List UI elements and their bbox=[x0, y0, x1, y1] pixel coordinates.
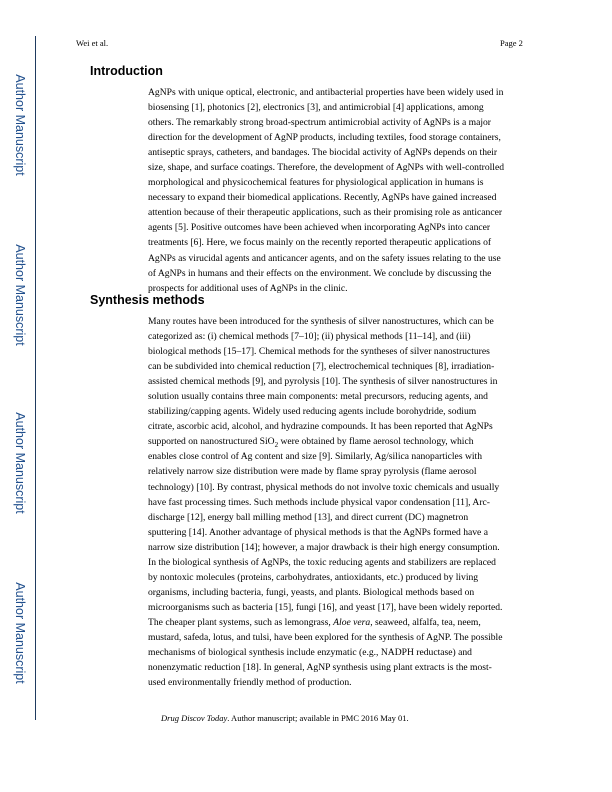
text-line: stabilizing/capping agents. Widely used reducing agents include borohydride, sodium bbox=[148, 406, 477, 418]
text-line: mechanisms of biological synthesis include enzymatic (e.g., NADPH reductase) and bbox=[148, 647, 472, 659]
text-line: supported on nanostructured SiO$_2$ were obtained by flame aerosol technology, which bbox=[148, 436, 474, 450]
text-line: enables close control of Ag content and size [9]. Similarly, Ag/silica nanoparticles with bbox=[148, 451, 483, 463]
text-line: agents [5]. Positive outcomes have been achieved when incorporating AgNPs into cancer bbox=[148, 222, 491, 234]
section-heading-introduction: Introduction bbox=[90, 64, 163, 78]
running-head-authors: Wei et al. bbox=[76, 38, 109, 48]
synthesis-methods-paragraph bbox=[148, 314, 528, 690]
author-manuscript-label: Author Manuscript bbox=[13, 74, 27, 176]
text-line: organisms, including bacteria, fungi, yeasts, and plants. Biological methods based on bbox=[148, 586, 475, 598]
text-line: microorganisms such as bacteria [15], fungi [16], and yeast [17], have been widely reported. bbox=[148, 601, 503, 613]
footer-citation bbox=[161, 713, 409, 723]
text-line: In the biological synthesis of AgNPs, the toxic reducing agents and stabilizers are replaced bbox=[148, 556, 496, 568]
text-line: citrate, ascorbic acid, alcohol, and hydrazine compounds. It has been reported that AgNPs bbox=[148, 421, 493, 433]
text-line: biological methods [15–17]. Chemical methods for the syntheses of silver nanostructures bbox=[148, 346, 490, 358]
text-line: used environmentally friendly method of production. bbox=[148, 677, 352, 689]
introduction-paragraph bbox=[148, 85, 528, 296]
text-line: by nontoxic molecules (proteins, carbohydrates, antioxidants, etc.) produced by living bbox=[148, 571, 479, 583]
section-heading-synthesis-methods: Synthesis methods bbox=[90, 293, 205, 307]
text-line: AgNPs with unique optical, electronic, and antibacterial properties have been widely used in bbox=[148, 87, 504, 98]
text-line: mustard, safeda, lotus, and tulsi, have been explored for the synthesis of AgNP. The possible bbox=[148, 631, 503, 643]
author-manuscript-label: Author Manuscript bbox=[13, 412, 27, 514]
text-line: size, shape, and surface coatings. Therefore, the development of AgNPs with well-controlled bbox=[148, 162, 505, 174]
text-line: necessary to expand their biomedical applications. Recently, AgNPs have gained increased bbox=[148, 192, 497, 204]
text-line: sputtering [14]. Another advantage of physical methods is that the AgNPs formed have a bbox=[148, 526, 488, 538]
text-line: solution usually contains three main components: metal precursors, reducing agents, and bbox=[148, 391, 488, 403]
text-line: AgNPs as virucidal agents and anticancer agents, and on the safety issues relating to the use bbox=[148, 252, 501, 264]
text-line: narrow size distribution [14]; however, a major drawback is their high energy consumption. bbox=[148, 541, 500, 553]
text-line: can be subdivided into chemical reduction [7], electrochemical techniques [8], irradiation- bbox=[148, 361, 495, 373]
journal-name: Drug Discov Today bbox=[161, 713, 228, 723]
text-line: morphological and physicochemical features for physiological application in humans is bbox=[148, 177, 484, 189]
text-line: antiseptic sprays, catheters, and bandages. The biocidal activity of AgNPs depends on their bbox=[148, 147, 498, 159]
text-line: categorized as: (i) chemical methods [7–10]; (ii) physical methods [11–14], and (iii) bbox=[148, 331, 471, 343]
text-line: assisted chemical methods [9], and pyrolysis [10]. The synthesis of silver nanostructures in bbox=[148, 376, 498, 388]
text-line: biosensing [1], photonics [2], electronics [3], and antimicrobial [4] applications, among bbox=[148, 102, 484, 114]
text-line: discharge [12], energy ball milling method [13], and direct current (DC) magnetron bbox=[148, 511, 469, 523]
text-line: technology) [10]. By contrast, physical methods do not involve toxic chemicals and usually bbox=[148, 481, 500, 493]
author-manuscript-label: Author Manuscript bbox=[13, 582, 27, 684]
text-line: of AgNPs in humans and their effects on the environment. We conclude by discussing the bbox=[148, 267, 492, 279]
footer-text: . Author manuscript; available in PMC 2016 May 01. bbox=[227, 713, 409, 723]
author-manuscript-label: Author Manuscript bbox=[13, 244, 27, 346]
text-line: The cheaper plant systems, such as lemongrass, Aloe vera, seaweed, alfalfa, tea, neem, bbox=[148, 616, 481, 628]
page-number: Page 2 bbox=[500, 38, 523, 48]
text-line: have fast processing times. Such methods include physical vapor condensation [11], Arc- bbox=[148, 496, 491, 508]
text-line: Many routes have been introduced for the synthesis of silver nanostructures, which can be bbox=[148, 316, 494, 327]
margin-rule bbox=[35, 36, 36, 720]
text-line: others. The remarkably strong broad-spectrum antimicrobial activity of AgNPs is a major bbox=[148, 117, 491, 129]
text-line: prospects for additional uses of AgNPs in the clinic. bbox=[148, 282, 348, 294]
text-line: treatments [6]. Here, we focus mainly on the recently reported therapeutic applications of bbox=[148, 237, 492, 249]
text-line: relatively narrow size distribution were made by flame spray pyrolysis (flame aerosol bbox=[148, 466, 477, 478]
text-line: nonenzymatic reduction [18]. In general, AgNP synthesis using plant extracts is the most- bbox=[148, 662, 492, 674]
text-line: direction for the development of AgNP products, including textiles, food storage containers, bbox=[148, 132, 501, 144]
text-line: attention because of their therapeutic applications, such as their promising role as anticancer bbox=[148, 207, 503, 219]
